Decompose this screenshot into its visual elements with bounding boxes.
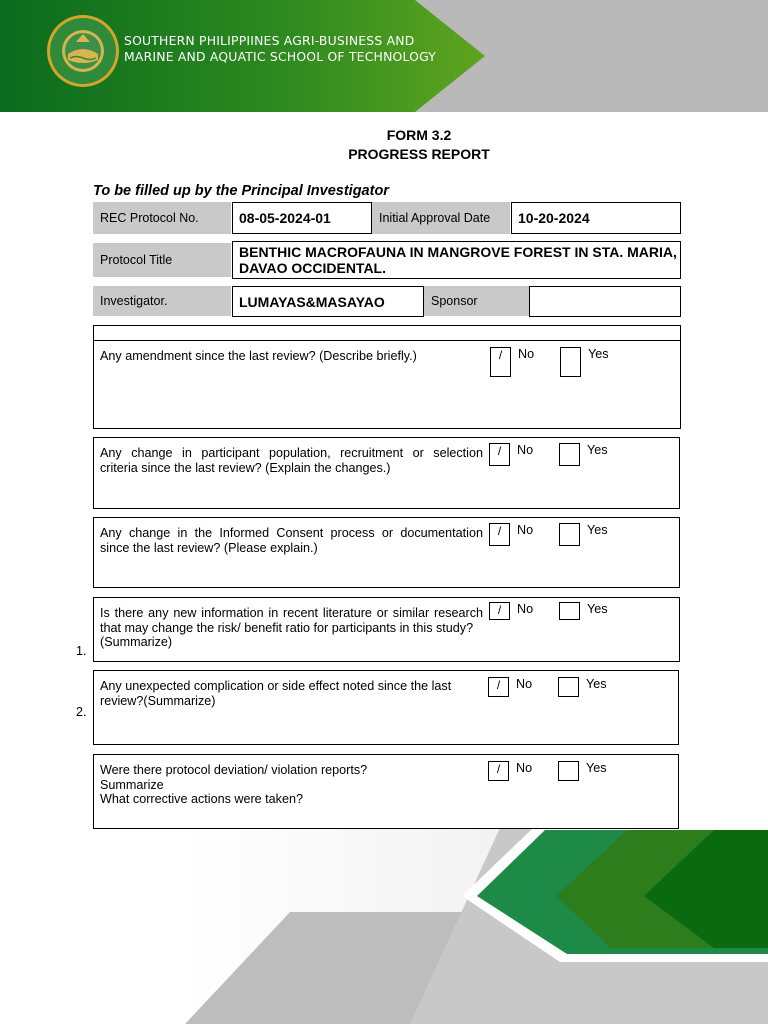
question-line: criteria since the last review? (Explain the changes.) — [100, 460, 391, 475]
yes-checkbox[interactable] — [558, 761, 579, 781]
fill-instruction: To be filled up by the Principal Investigator — [93, 183, 389, 199]
approval-date-label: Initial Approval Date — [372, 202, 510, 234]
question-line: Summarize — [100, 777, 164, 792]
question-line: Is there any new information in recent literature or similar research — [100, 606, 483, 620]
no-label: No — [516, 677, 533, 691]
no-label: No — [518, 347, 535, 361]
approval-date-field[interactable]: 10-20-2024 — [511, 202, 681, 234]
yes-label: Yes — [587, 443, 608, 457]
no-label: No — [516, 761, 533, 775]
question-line: that may change the risk/ benefit ratio for participants in this study? — [100, 620, 474, 635]
no-checkbox[interactable]: / — [490, 347, 511, 377]
list-number: 1. — [76, 644, 87, 658]
yes-label: Yes — [588, 347, 609, 361]
yes-label: Yes — [586, 677, 607, 691]
no-label: No — [517, 602, 534, 616]
school-name-line2: MARINE AND AQUATIC SCHOOL OF TECHNOLOGY — [124, 49, 437, 64]
question-line: Any amendment since the last review? (Describe briefly.) — [100, 349, 417, 363]
no-label: No — [517, 523, 534, 537]
no-checkbox[interactable]: / — [488, 677, 509, 697]
form-title: PROGRESS REPORT — [348, 146, 490, 162]
yes-label: Yes — [587, 523, 608, 537]
school-name-line1: SOUTHERN PHILIPPIINES AGRI-BUSINESS AND — [124, 33, 415, 48]
list-number: 2. — [76, 705, 87, 719]
question-text — [100, 763, 483, 807]
school-name — [124, 33, 436, 65]
yes-checkbox[interactable] — [559, 523, 580, 546]
question-text — [100, 526, 483, 555]
investigator-label: Investigator. — [93, 286, 231, 316]
question-line: Any unexpected complication or side effect noted since the last — [100, 679, 452, 693]
investigator-field[interactable]: LUMAYAS&MASAYAO — [232, 286, 424, 317]
rec-protocol-field[interactable]: 08-05-2024-01 — [232, 202, 372, 234]
blank-row — [93, 325, 681, 341]
yes-checkbox[interactable] — [559, 602, 580, 620]
no-label: No — [517, 443, 534, 457]
yes-label: Yes — [586, 761, 607, 775]
rec-protocol-label: REC Protocol No. — [93, 202, 231, 234]
question-line: Any change in the Informed Consent process or documentation — [100, 526, 483, 540]
form-number: FORM 3.2 — [386, 127, 452, 143]
sponsor-field[interactable] — [529, 286, 681, 317]
question-text — [100, 349, 483, 364]
yes-checkbox[interactable] — [560, 347, 581, 377]
footer-decoration — [0, 828, 768, 1024]
no-checkbox[interactable]: / — [489, 602, 510, 620]
yes-label: Yes — [587, 602, 608, 616]
question-text — [100, 606, 483, 650]
question-line: since the last review? (Please explain.) — [100, 540, 318, 555]
school-seal-logo — [46, 14, 120, 88]
question-line: Any change in participant population, recruitment or selection — [100, 446, 483, 460]
question-line: review?(Summarize) — [100, 693, 216, 708]
sponsor-label: Sponsor — [424, 286, 529, 316]
no-checkbox[interactable]: / — [489, 523, 510, 546]
question-line: (Summarize) — [100, 635, 173, 649]
question-text — [100, 446, 483, 475]
question-text — [100, 679, 483, 708]
protocol-title-field[interactable]: BENTHIC MACROFAUNA IN MANGROVE FOREST IN STA. MARIA, DAVAO OCCIDENTAL. — [232, 241, 681, 279]
question-line: Were there protocol deviation/ violation reports? — [100, 763, 368, 777]
protocol-title-label: Protocol Title — [93, 243, 231, 277]
yes-checkbox[interactable] — [559, 443, 580, 466]
no-checkbox[interactable]: / — [488, 761, 509, 781]
no-checkbox[interactable]: / — [489, 443, 510, 466]
yes-checkbox[interactable] — [558, 677, 579, 697]
question-line: What corrective actions were taken? — [100, 792, 303, 806]
